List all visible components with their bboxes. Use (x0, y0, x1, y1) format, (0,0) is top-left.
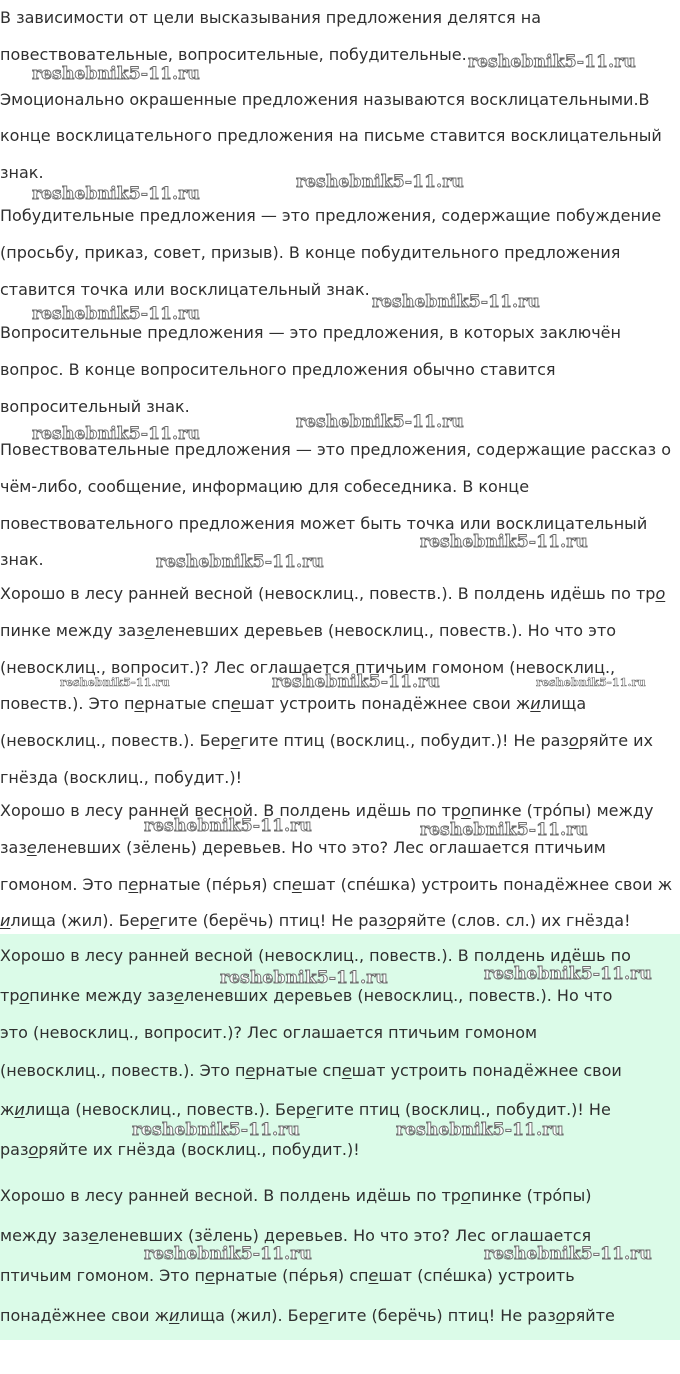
watermark-text: reshebnik5-11.ru (296, 172, 464, 192)
text-segment: гнёзда (восклиц., побудит.)! (0, 768, 242, 787)
unstressed-vowel: и (530, 694, 541, 713)
text-segment: шат (спе́шка) устроить (378, 1266, 575, 1285)
text-segment: рнатые сп (144, 694, 231, 713)
watermark-text: reshebnik5-11.ru (296, 412, 464, 432)
theory-line: Побудительные предложения — это предложения, содержащие побуждение (0, 206, 662, 225)
watermark-text: reshebnik5-11.ru (372, 292, 540, 312)
unstressed-vowel: е (368, 1266, 379, 1285)
unstressed-vowel: о (19, 986, 30, 1005)
text-segment: (невосклиц., вопросит.)? Лес оглашается птичьим гомоном (невосклиц., (0, 658, 616, 677)
highlight-answer-line (0, 1226, 591, 1246)
answer-line (0, 838, 606, 858)
theory-line: вопросительный знак. (0, 397, 190, 416)
unstressed-vowel: е (88, 1226, 99, 1245)
watermark-text: reshebnik5-11.ru (32, 64, 200, 84)
text-segment: понадёжнее свои ж (0, 1306, 169, 1325)
text-segment: шат устроить понадёжнее свои (351, 1061, 622, 1080)
theory-line: конце восклицательного предложения на письме ставится восклицательный (0, 126, 662, 145)
text-segment: рнатые сп (255, 1061, 342, 1080)
watermark-text: reshebnik5-11.ru (484, 1244, 652, 1264)
unstressed-vowel: е (230, 731, 241, 750)
text-segment: леневших (зёлень) деревьев. Но что это? Лес оглашается (98, 1226, 592, 1245)
theory-line: В зависимости от цели высказывания предложения делятся на (0, 8, 541, 27)
text-segment: ряйте их гнёзда (восклиц., побудит.)! (38, 1140, 360, 1159)
answer-line (0, 801, 653, 821)
text-segment: лища (жил). Бер (179, 1306, 319, 1325)
text-segment: между заз (0, 1226, 89, 1245)
answer-line (0, 584, 665, 604)
text-segment: рнатые (пе́рья) сп (138, 875, 292, 894)
text-segment: рнатые (пе́рья) сп (214, 1266, 369, 1285)
text-segment: заз (0, 838, 27, 857)
unstressed-vowel: е (245, 1061, 256, 1080)
text-segment: пинке (тро́пы) между (470, 801, 654, 820)
answer-line (0, 768, 242, 788)
text-segment: ряйте (565, 1306, 615, 1325)
highlight-answer-line (0, 1023, 537, 1043)
theory-line: ставится точка или восклицательный знак. (0, 280, 370, 299)
theory-line: повествовательного предложения может быть точка или восклицательный (0, 514, 648, 533)
answer-line (0, 911, 631, 931)
text-segment: повеств.). Это п (0, 694, 135, 713)
theory-line: вопрос. В конце вопросительного предложения обычно ставится (0, 360, 556, 379)
unstressed-vowel: о (460, 1186, 471, 1205)
theory-line: (просьбу, приказ, совет, призыв). В конце побудительного предложения (0, 243, 621, 262)
unstressed-vowel: о (28, 1140, 39, 1159)
text-segment: леневших деревьев (невосклиц., повеств.). Но что это (154, 621, 617, 640)
text-segment: Хорошо в лесу ранней весной (невосклиц., повеств.). В полдень идёшь по (0, 946, 631, 965)
unstressed-vowel: е (305, 1100, 316, 1119)
text-segment: пинке между заз (0, 621, 145, 640)
theory-line: повествовательные, вопросительные, побудительные. (0, 45, 467, 64)
answer-line (0, 694, 586, 714)
text-segment: пинке между заз (29, 986, 174, 1005)
text-segment: Хорошо в лесу ранней весной (невосклиц., повеств.). В полдень идёшь по тр (0, 584, 656, 603)
answer-line (0, 875, 672, 895)
highlight-answer-line (0, 1100, 611, 1120)
text-segment: Хорошо в лесу ранней весной. В полдень идёшь по тр (0, 801, 461, 820)
text-segment: гите (берёчь) птиц! Не раз (159, 911, 387, 930)
unstressed-vowel: и (168, 1306, 180, 1325)
unstressed-vowel: е (173, 986, 184, 1005)
text-segment: лища (540, 694, 587, 713)
unstressed-vowel: е (134, 694, 145, 713)
unstressed-vowel: о (655, 584, 666, 603)
theory-line: Повествовательные предложения — это предложения, содержащие рассказ о (0, 440, 672, 459)
text-segment: шат устроить понадёжнее свои ж (240, 694, 531, 713)
theory-line: знак. (0, 163, 44, 182)
watermark-text: reshebnik5-11.ru (484, 964, 652, 984)
watermark-text: reshebnik5-11.ru (32, 424, 200, 444)
text-segment: гомоном. Это п (0, 875, 129, 894)
highlight-answer-line (0, 986, 612, 1006)
unstressed-vowel: и (0, 911, 11, 930)
text-segment: раз (0, 1140, 29, 1159)
unstressed-vowel: е (149, 911, 160, 930)
text-segment: это (невосклиц., вопросит.)? Лес оглашается птичьим гомоном (0, 1023, 538, 1042)
watermark-text: reshebnik5-11.ru (144, 816, 312, 836)
text-segment: гите птиц (восклиц., побудит.)! Не раз (240, 731, 569, 750)
text-segment: шат (спе́шка) устроить понадёжнее свои ж (301, 875, 673, 894)
watermark-text: reshebnik5-11.ru (144, 1244, 312, 1264)
text-segment: (невосклиц., повеств.). Бер (0, 731, 231, 750)
watermark-text: reshebnik5-11.ru (396, 1120, 564, 1140)
unstressed-vowel: е (144, 621, 155, 640)
highlight-answer-line (0, 1061, 622, 1081)
highlight-answer-line (0, 1186, 592, 1206)
unstressed-vowel: е (230, 694, 241, 713)
unstressed-vowel: о (460, 801, 471, 820)
unstressed-vowel: е (205, 1266, 215, 1285)
text-segment: Хорошо в лесу ранней весной. В полдень идёшь по тр (0, 1186, 461, 1205)
unstressed-vowel: и (14, 1100, 25, 1119)
watermark-text: reshebnik5-11.ru (32, 184, 200, 204)
answer-line (0, 731, 653, 751)
answer-line (0, 621, 616, 641)
text-segment: леневших (зёлень) деревьев. Но что это? Лес оглашается птичьим (36, 838, 606, 857)
watermark-text: reshebnik5-11.ru (420, 820, 588, 840)
watermark-text: reshebnik5-11.ru (536, 676, 646, 689)
unstressed-vowel: о (555, 1306, 566, 1325)
unstressed-vowel: е (26, 838, 37, 857)
unstressed-vowel: е (291, 875, 302, 894)
watermark-text: reshebnik5-11.ru (132, 1120, 300, 1140)
text-segment: лища (жил). Бер (10, 911, 150, 930)
theory-line: Эмоционально окрашенные предложения называются восклицательными.В (0, 90, 650, 109)
unstressed-vowel: е (341, 1061, 352, 1080)
highlight-answer-line (0, 1266, 575, 1286)
text-segment: лища (невосклиц., повеств.). Бер (24, 1100, 306, 1119)
text-segment: ряйте их (578, 731, 654, 750)
highlight-answer-line (0, 1140, 360, 1160)
text-segment: ж (0, 1100, 15, 1119)
text-segment: ряйте (слов. сл.) их гнёзда! (396, 911, 631, 930)
text-segment: пинке (тро́пы) (470, 1186, 592, 1205)
watermark-text: reshebnik5-11.ru (32, 304, 200, 324)
watermark-text: reshebnik5-11.ru (220, 968, 388, 988)
theory-line: знак. (0, 550, 44, 569)
unstressed-vowel: е (318, 1306, 329, 1325)
text-segment: тр (0, 986, 20, 1005)
text-segment: леневших деревьев (невосклиц., повеств.). Но что (183, 986, 613, 1005)
watermark-text: reshebnik5-11.ru (468, 52, 636, 72)
text-segment: гите (берёчь) птиц! Не раз (328, 1306, 556, 1325)
highlight-answer-line (0, 946, 631, 966)
text-segment: гите птиц (восклиц., побудит.)! Не (315, 1100, 611, 1119)
highlight-answer-line (0, 1306, 615, 1326)
watermark-text: reshebnik5-11.ru (156, 552, 324, 572)
watermark-text: reshebnik5-11.ru (420, 532, 588, 552)
watermark-text: reshebnik5-11.ru (272, 672, 440, 692)
theory-line: Вопросительные предложения — это предложения, в которых заключён (0, 323, 621, 342)
watermark-text: reshebnik5-11.ru (60, 676, 170, 689)
unstressed-vowel: о (568, 731, 579, 750)
text-segment: птичьим гомоном. Это п (0, 1266, 205, 1285)
theory-line: чём-либо, сообщение, информацию для собеседника. В конце (0, 477, 530, 496)
text-segment: (невосклиц., повеств.). Это п (0, 1061, 246, 1080)
unstressed-vowel: е (128, 875, 139, 894)
unstressed-vowel: о (386, 911, 397, 930)
